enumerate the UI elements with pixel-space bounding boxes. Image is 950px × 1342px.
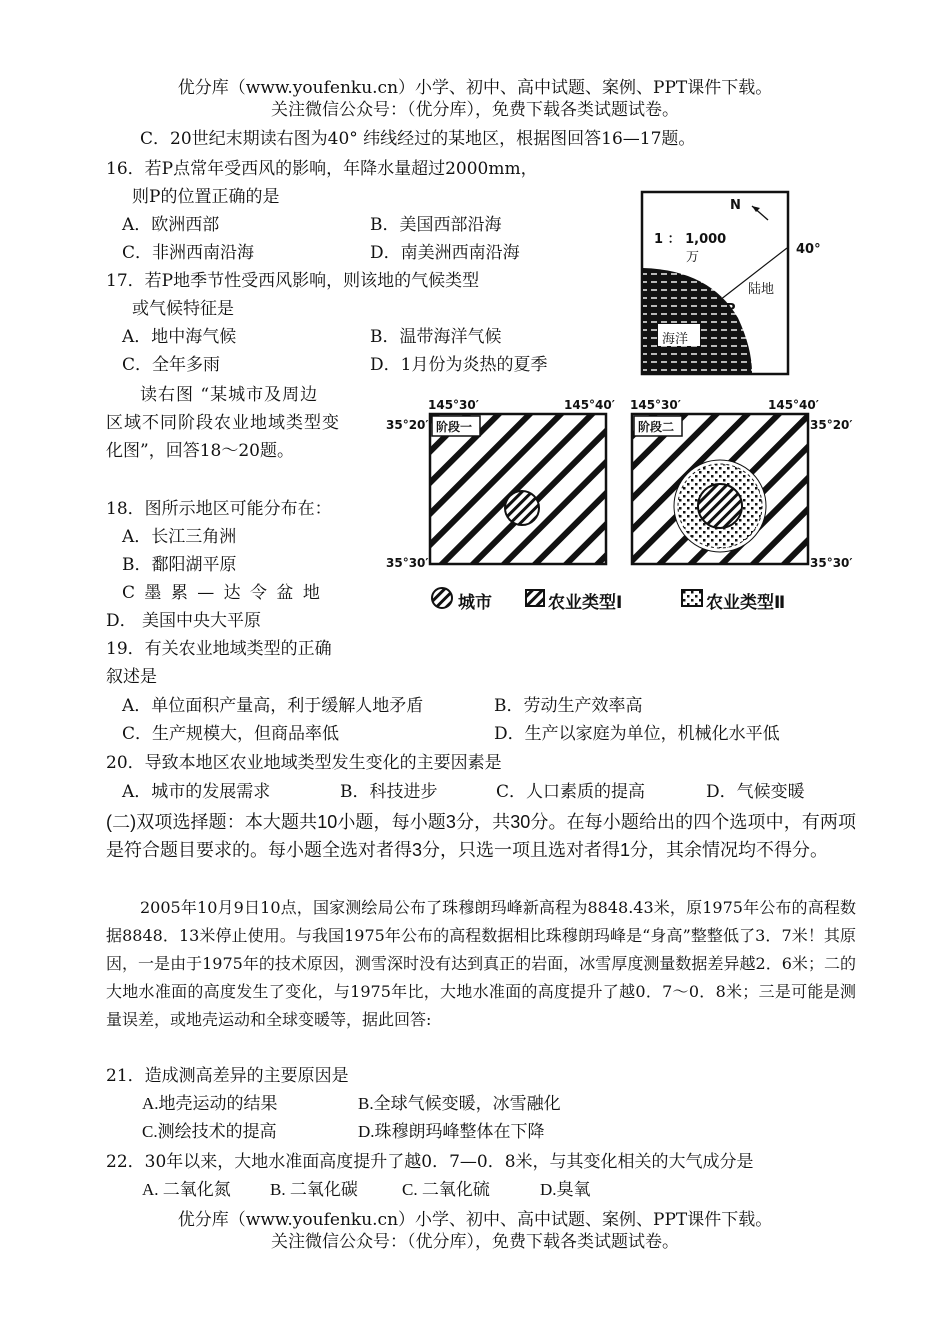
point-p xyxy=(717,297,723,303)
q16-option-a: A．欧洲西部 xyxy=(122,215,220,235)
lon-right-2: 145°40′ xyxy=(768,398,819,412)
q21-option-a: A.地壳运动的结果 xyxy=(142,1094,278,1113)
q17-stem-1: 17．若P地季节性受西风影响，则该地的气候类型 xyxy=(106,271,480,291)
q21-stem: 21．造成测高差异的主要原因是 xyxy=(106,1066,349,1086)
q18-option-d: D． 美国中央大平原 xyxy=(106,611,262,631)
stage2-city xyxy=(698,484,742,528)
q16-option-c: C．非洲西南沿海 xyxy=(122,243,255,263)
q22-option-b: B. 二氧化碳 xyxy=(270,1180,358,1199)
stage1-city xyxy=(505,491,539,525)
q17-option-a: A．地中海气候 xyxy=(122,327,237,347)
footer-line-2: 关注微信公众号：（优分库），免费下载各类试题试卷。 xyxy=(271,1232,679,1252)
intro-c: C．20世纪末期读右图为40° 纬线经过的某地区，根据图回答16—17题。 xyxy=(140,129,696,149)
scale-label: 1 ： 1,000 xyxy=(654,232,727,247)
legend-type1-icon xyxy=(526,590,544,606)
q22-option-c: C. 二氧化硫 xyxy=(402,1180,490,1199)
q17-option-b: B．温带海洋气候 xyxy=(370,327,502,347)
agriculture-stage-figure xyxy=(386,398,860,620)
legend-type2-icon xyxy=(682,590,702,606)
q16-option-b: B．美国西部沿海 xyxy=(370,215,502,235)
q21-option-d: D.珠穆朗玛峰整体在下降 xyxy=(358,1122,545,1141)
q18-stem: 18．图所示地区可能分布在： xyxy=(106,499,332,519)
q17-option-d: D．1月份为炎热的夏季 xyxy=(370,355,548,375)
q17-option-c: C．全年多雨 xyxy=(122,355,221,375)
header-line-2: 关注微信公众号：（优分库），免费下载各类试题试卷。 xyxy=(271,100,679,120)
q21-option-b: B.全球气候变暖，冰雪融化 xyxy=(358,1094,561,1113)
q20-option-d: D．气候变暖 xyxy=(706,782,805,802)
q16-stem-2: 则P的位置正确的是 xyxy=(132,187,280,207)
q17-stem-2: 或气候特征是 xyxy=(132,299,234,319)
lon-left-2: 145°30′ xyxy=(630,398,681,412)
legend-type2-label: 农业类型Ⅱ xyxy=(706,593,786,613)
q22-option-a: A. 二氧化氮 xyxy=(142,1180,231,1199)
lat-bottom-1: 35°30′ xyxy=(386,556,429,570)
stage2-label: 阶段二 xyxy=(638,420,675,434)
q19-option-b: B．劳动生产效率高 xyxy=(494,696,643,716)
q19-option-c: C．生产规模大，但商品率低 xyxy=(122,724,340,744)
legend-city-icon xyxy=(432,588,452,608)
q19-option-a: A．单位面积产量高，利于缓解人地矛盾 xyxy=(122,696,424,716)
q19-stem-1: 19．有关农业地域类型的正确 xyxy=(106,639,332,659)
ocean-label: 海洋 xyxy=(662,332,689,347)
q22-option-d: D.臭氧 xyxy=(540,1180,591,1199)
passage: 2005年10月9日10点，国家测绘局公布了珠穆朗玛峰新高程为8848.43米，原1975年公布的高程数据8848．13米停止使用。与我国1975年公布的高程数据相比珠穆朗玛峰是“身高”整整低了3．7米！其原因，一是由于1975年的技术原因，测雪深时没有达到真正的岩面，冰雪厚度测量数据差异越2．6米；二的大地水准面的高度发生了变化，与1975年比，大地水准面的高度提升了越0．7～0．8米；三是可能是测量误差，或地壳运动和全球变暖等，据此回答: xyxy=(106,898,856,1029)
lat-top-1: 35°20′ xyxy=(386,418,429,432)
stage1-label: 阶段一 xyxy=(436,420,473,434)
q22-stem: 22．30年以来，大地水准面高度提升了越0．7—0．8米，与其变化相关的大气成分是 xyxy=(106,1152,754,1172)
read2-line-2: 区域不同阶段农业地域类型变 xyxy=(106,413,340,433)
q16-option-d: D．南美洲西南沿海 xyxy=(370,243,520,263)
q21-option-c: C.测绘技术的提高 xyxy=(142,1122,277,1141)
q18-option-c: C 墨 累 — 达 令 盆 地 xyxy=(122,583,322,603)
lon-right-1: 145°40′ xyxy=(564,398,615,412)
lat-bottom-2: 35°30′ xyxy=(810,556,853,570)
q20-stem: 20．导致本地区农业地域类型发生变化的主要因素是 xyxy=(106,753,502,773)
scale-unit: 万 xyxy=(686,250,700,265)
latitude-label: 40° xyxy=(796,242,821,257)
header-line-1: 优分库（www.youfenku.cn）小学、初中、高中试题、案例、PPT课件下载。 xyxy=(177,78,773,98)
section-2-instructions: (二)双项选择题：本大题共10小题，每小题3分，共30分。在每小题给出的四个选项中，有两项是符合题目要求的。每小题全选对者得3分，只选一项且选对者得1分，其余情况均不得分。 xyxy=(106,812,856,860)
q16-stem-1: 16．若P点常年受西风的影响，年降水量超过2000mm， xyxy=(106,159,538,179)
land-label: 陆地 xyxy=(748,282,775,297)
p-label: P xyxy=(726,302,736,317)
q19-stem-2: 叙述是 xyxy=(106,667,157,687)
q18-option-b: B．鄱阳湖平原 xyxy=(122,555,237,575)
latitude-map xyxy=(640,190,821,376)
lat-top-2: 35°20′ xyxy=(810,418,853,432)
q19-option-d: D．生产以家庭为单位，机械化水平低 xyxy=(494,724,780,744)
q20-option-a: A．城市的发展需求 xyxy=(122,782,271,802)
q20-option-b: B．科技进步 xyxy=(340,782,438,802)
read2-line-3: 化图”，回答18～20题。 xyxy=(106,441,294,461)
legend-city-label: 城市 xyxy=(458,593,492,613)
read2-line-1: 读右图 “某城市及周边 xyxy=(140,385,319,405)
q18-option-a: A．长江三角洲 xyxy=(122,527,237,547)
footer-line-1: 优分库（www.youfenku.cn）小学、初中、高中试题、案例、PPT课件下载。 xyxy=(177,1210,773,1230)
q20-option-c: C．人口素质的提高 xyxy=(496,782,646,802)
north-label: N xyxy=(730,198,741,213)
legend-type1-label: 农业类型Ⅰ xyxy=(548,593,623,613)
lon-left-1: 145°30′ xyxy=(428,398,479,412)
